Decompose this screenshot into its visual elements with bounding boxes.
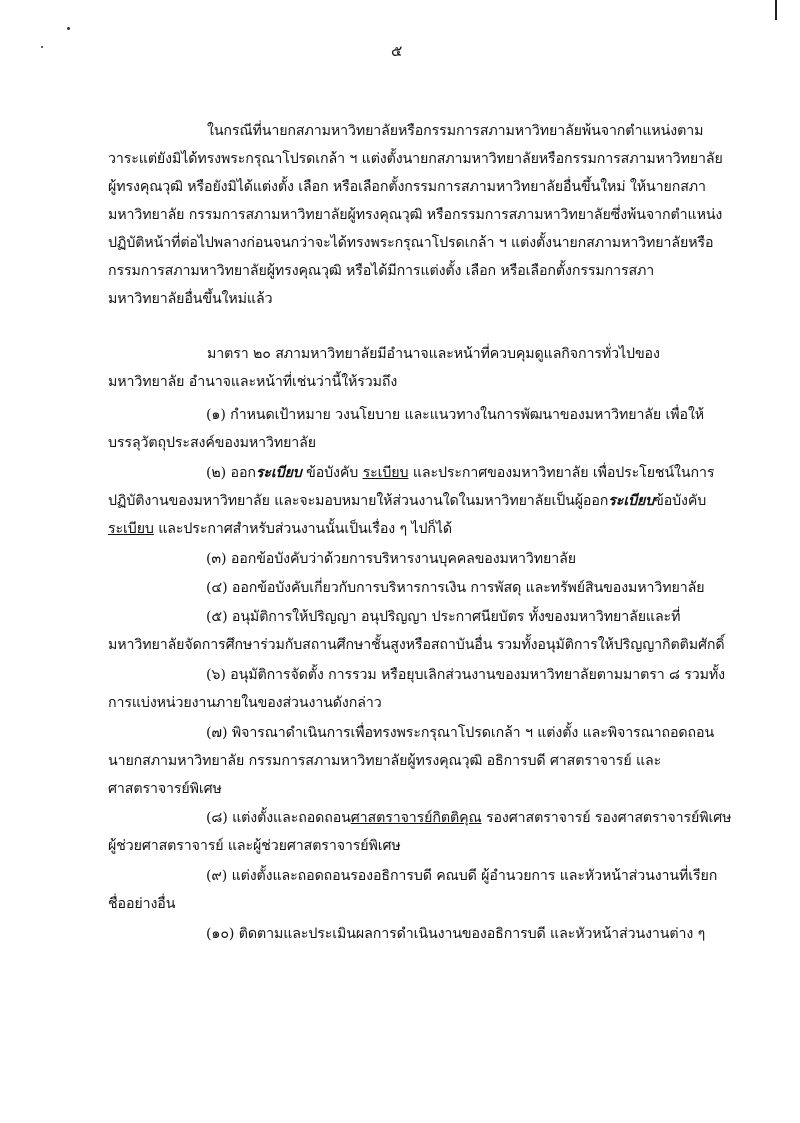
paragraph-line: ในกรณีที่นายกสภามหาวิทยาลัยหรือกรรมการสภามหาวิทยาลัยพ้นจากตำแหน่งตาม (207, 123, 704, 139)
item-8-cont: ผู้ช่วยศาสตราจารย์ และผู้ช่วยศาสตราจารย์พิเศษ (108, 838, 401, 854)
item-5-cont: มหาวิทยาลัยจัดการศึกษาร่วมกับสถานศึกษาชั้นสูงหรือสถาบันอื่น รวมทั้งอนุมัติการให้ปริญญากิตติมศักดิ์ (108, 637, 725, 653)
item-10: (๑๐) ติดตามและประเมินผลการดำเนินงานของอธิการบดี และหัวหน้าส่วนงานต่าง ๆ (206, 926, 706, 942)
item-2-emph: ระเบียบ (255, 465, 302, 481)
item-9-cont: ชื่ออย่างอื่น (108, 896, 176, 912)
item-2-text: และประกาศของมหาวิทยาลัย เพื่อประโยชน์ในการ (408, 465, 715, 481)
item-3: (๓) ออกข้อบังคับว่าด้วยการบริหารงานบุคคลของมหาวิทยาลัย (206, 551, 576, 567)
scan-edge-mark (775, 0, 777, 20)
item-7: (๗) พิจารณาดำเนินการเพื่อทรงพระกรุณาโปรดเกล้า ฯ แต่งตั้ง และพิจารณาถอดถอน (206, 725, 715, 741)
item-2-text: (๒) ออก (206, 465, 256, 481)
item-4: (๔) ออกข้อบังคับเกี่ยวกับการบริหารการเงิน การพัสดุ และทรัพย์สินของมหาวิทยาลัย (206, 580, 705, 596)
page-number: ๕ (391, 42, 403, 60)
section-heading-cont: มหาวิทยาลัย อำนาจและหน้าที่เช่นว่านี้ให้รวมถึง (108, 374, 398, 390)
item-2 (206, 462, 714, 484)
item-2-underline: ระเบียบ (108, 521, 154, 537)
item-2-text: ข้อบังคับ (654, 493, 707, 509)
item-1: (๑) กำหนดเป้าหมาย วงนโยบาย และแนวทางในการพัฒนาของมหาวิทยาลัย เพื่อให้ (206, 407, 705, 423)
item-1-cont: บรรลุวัตถุประสงค์ของมหาวิทยาลัย (108, 435, 316, 451)
scan-speck (67, 27, 70, 30)
item-6: (๖) อนุมัติการจัดตั้ง การรวม หรือยุบเลิกส่วนงานของมหาวิทยาลัยตามมาตรา ๘ รวมทั้ง (206, 667, 725, 683)
item-2-text: ปฏิบัติงานของมหาวิทยาลัย และจะมอบหมายให้ส่วนงานใดในมหาวิทยาลัยเป็นผู้ออก (108, 493, 609, 509)
scan-speck (41, 46, 43, 48)
item-2-emph: ระเบียบ (608, 493, 655, 509)
item-8-text: รองศาสตราจารย์ รองศาสตราจารย์พิเศษ (481, 810, 732, 826)
item-2-text: และประกาศสำหรับส่วนงานนั้นเป็นเรื่อง ๆ ไปก็ได้ (153, 521, 453, 537)
paragraph-line: มหาวิทยาลัยอื่นขึ้นใหม่แล้ว (108, 291, 273, 307)
paragraph-line: มหาวิทยาลัย กรรมการสภามหาวิทยาลัยผู้ทรงคุณวุฒิ หรือกรรมการสภามหาวิทยาลัยซึ่งพ้นจากตำแหน่ง (108, 207, 723, 223)
item-2-underline: ระเบียบ (362, 465, 409, 481)
item-2-cont (108, 518, 452, 540)
paragraph-line: กรรมการสภามหาวิทยาลัยผู้ทรงคุณวุฒิ หรือได้มีการแต่งตั้ง เลือก หรือเลือกตั้งกรรมการสภา (108, 263, 655, 279)
item-8-text: (๘) แต่งตั้งและถอดถอน (206, 810, 351, 826)
paragraph-line: ปฏิบัติหน้าที่ต่อไปพลางก่อนจนกว่าจะได้ทรงพระกรุณาโปรดเกล้า ฯ แต่งตั้งนายกสภามหาวิทยาลัยหรือ (108, 235, 714, 251)
item-7-cont: นายกสภามหาวิทยาลัย กรรมการสภามหาวิทยาลัยผู้ทรงคุณวุฒิ อธิการบดี ศาสตราจารย์ และ (108, 753, 662, 769)
section-heading: มาตรา ๒๐ สภามหาวิทยาลัยมีอำนาจและหน้าที่ควบคุมดูแลกิจการทั่วไปของ (207, 346, 660, 362)
paragraph-line: วาระแต่ยังมิได้ทรงพระกรุณาโปรดเกล้า ฯ แต่งตั้งนายกสภามหาวิทยาลัยหรือกรรมการสภามหาวิทยาลัย (108, 151, 723, 167)
paragraph-line: ผู้ทรงคุณวุฒิ หรือยังมิได้แต่งตั้ง เลือก หรือเลือกตั้งกรรมการสภามหาวิทยาลัยอื่นขึ้นใหม่ ให้นายกสภา (108, 179, 706, 195)
item-2-cont (108, 490, 706, 512)
item-8 (206, 807, 731, 829)
item-2-text: ข้อบังคับ (301, 465, 363, 481)
item-8-underline: ศาสตราจารย์กิตติคุณ (350, 810, 482, 826)
item-6-cont: การแบ่งหน่วยงานภายในของส่วนงานดังกล่าว (108, 695, 382, 711)
item-5: (๕) อนุมัติการให้ปริญญา อนุปริญญา ประกาศนียบัตร ทั้งของมหาวิทยาลัยและที่ (206, 609, 681, 625)
item-9: (๙) แต่งตั้งและถอดถอนรองอธิการบดี คณบดี ผู้อำนวยการ และหัวหน้าส่วนงานที่เรียก (206, 868, 718, 884)
item-7-cont: ศาสตราจารย์พิเศษ (108, 781, 222, 797)
